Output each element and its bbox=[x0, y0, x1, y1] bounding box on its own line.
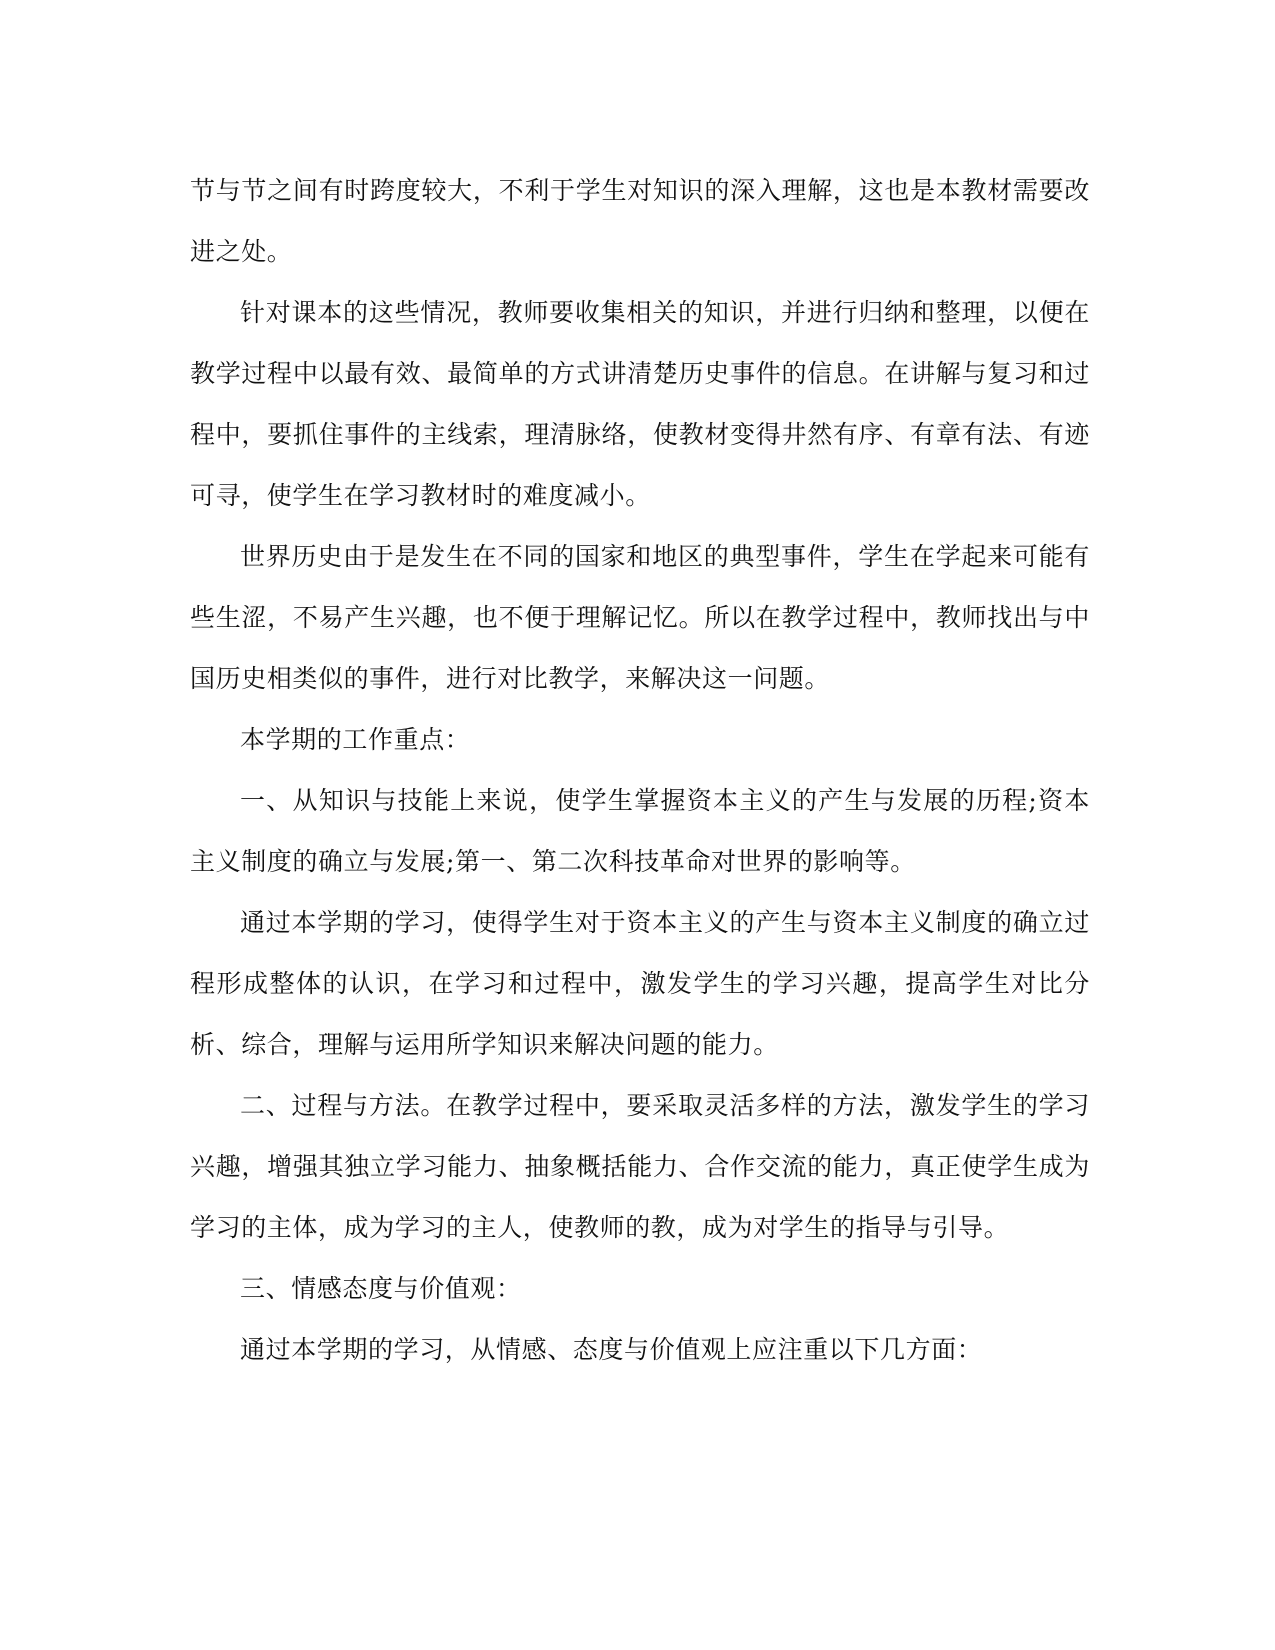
paragraph-4: 本学期的工作重点： bbox=[240, 725, 471, 754]
paragraph-8: 三、情感态度与价值观： bbox=[240, 1274, 522, 1303]
paragraph-2: 针对课本的这些情况，教师要收集相关的知识，并进行归纳和整理，以便在教学过程中以最有效、最简单的方式讲清楚历史事件的信息。在讲解与复习和过程中，要抓住事件的主线索，理清脉络，使教材变得井然有序、有章有法、有迹可寻，使学生在学习教材时的难度减小。 bbox=[190, 298, 1090, 510]
paragraph-7: 二、过程与方法。在教学过程中，要采取灵活多样的方法，激发学生的学习兴趣，增强其独立学习能力、抽象概括能力、合作交流的能力，真正使学生成为学习的主体，成为学习的主人，使教师的教，成为对学生的指导与引导。 bbox=[190, 1091, 1090, 1242]
paragraph-3: 世界历史由于是发生在不同的国家和地区的典型事件，学生在学起来可能有些生涩，不易产生兴趣，也不便于理解记忆。所以在教学过程中，教师找出与中国历史相类似的事件，进行对比教学，来解决这一问题。 bbox=[190, 542, 1090, 693]
paragraph-6: 通过本学期的学习，使得学生对于资本主义的产生与资本主义制度的确立过程形成整体的认识，在学习和过程中，激发学生的学习兴趣，提高学生对比分析、综合，理解与运用所学知识来解决问题的能力。 bbox=[190, 908, 1090, 1059]
paragraph-1: 节与节之间有时跨度较大，不利于学生对知识的深入理解，这也是本教材需要改进之处。 bbox=[190, 176, 1090, 266]
paragraph-5: 一、从知识与技能上来说，使学生掌握资本主义的产生与发展的历程;资本主义制度的确立与发展;第一、第二次科技革命对世界的影响等。 bbox=[190, 786, 1090, 876]
paragraph-9: 通过本学期的学习，从情感、态度与价值观上应注重以下几方面： bbox=[240, 1335, 983, 1364]
document-body bbox=[190, 160, 1090, 1380]
